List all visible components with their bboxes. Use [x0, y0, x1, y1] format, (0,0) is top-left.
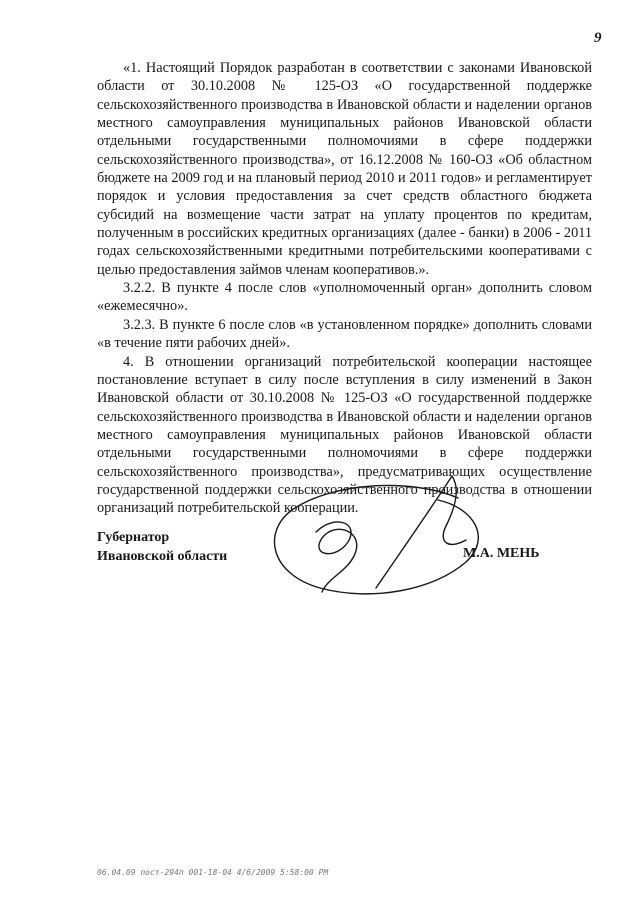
document-body: [97, 59, 592, 518]
handwritten-signature: [262, 470, 494, 610]
paragraph-clause-4: 4. В отношении организаций потребительской кооперации настоящее постановление вступает в силу после вступления в силу изменений в Закон Ивановской области от 30.10.2008 № 125-ОЗ «О государственной поддержке сельскохозяйственного производства в Ивановской области и наделении органов местного самоуправления муниципальных районов Ивановской области отдельными государственными полномочиями в сфере поддержки сельскохозяйственного производства», предусматривающих осуществление государственной поддержки сельскохозяйственного производства в отношении организаций потребительской кооперации.: [97, 353, 592, 517]
signer-title-line-2: Ивановской области: [97, 549, 228, 564]
signature-inner-scrawl: [316, 522, 357, 592]
footer-file-stamp: 06.04.09 пост-294п 001-18-04 4/6/2009 5:58:00 PM: [97, 868, 329, 877]
paragraph-clause-1: «1. Настоящий Порядок разработан в соответствии с законами Ивановской области от 30.10.2008 № 125-ОЗ «О государственной поддержке сельскохозяйственного производства в Ивановской области и наделении органов местного самоуправления муниципальных районов Ивановской области отдельными государственными полномочиями в сфере поддержки сельскохозяйственного производства», от 16.12.2008 № 160-ОЗ «Об областном бюджете на 2009 год и на плановый период 2010 и 2011 годов» и регламентирует порядок и условия предоставления за счет средств областного бюджета субсидий на возмещение части затрат на уплату процентов по кредитам, полученным в российских кредитных организациях (далее - банки) в 2006 - 2011 годах сельскохозяйственными кредитными потребительскими кооперативами с целью предоставления займов членам кооперативов.».: [97, 60, 592, 278]
signer-title-line-1: Губернатор: [97, 530, 170, 545]
signature-slash: [376, 476, 452, 588]
page-number: 9: [594, 30, 602, 46]
paragraph-clause-3-2-2: 3.2.2. В пункте 4 после слов «уполномоченный орган» дополнить словом «ежемесячно».: [97, 280, 592, 315]
paragraph-clause-3-2-3: 3.2.3. В пункте 6 после слов «в установленном порядке» дополнить словами «в течение пяти рабочих дней».: [97, 316, 592, 352]
signer-name: М.А. МЕНЬ: [463, 546, 540, 561]
signature-outer-loop: [274, 486, 478, 594]
signer-title: [97, 528, 227, 566]
